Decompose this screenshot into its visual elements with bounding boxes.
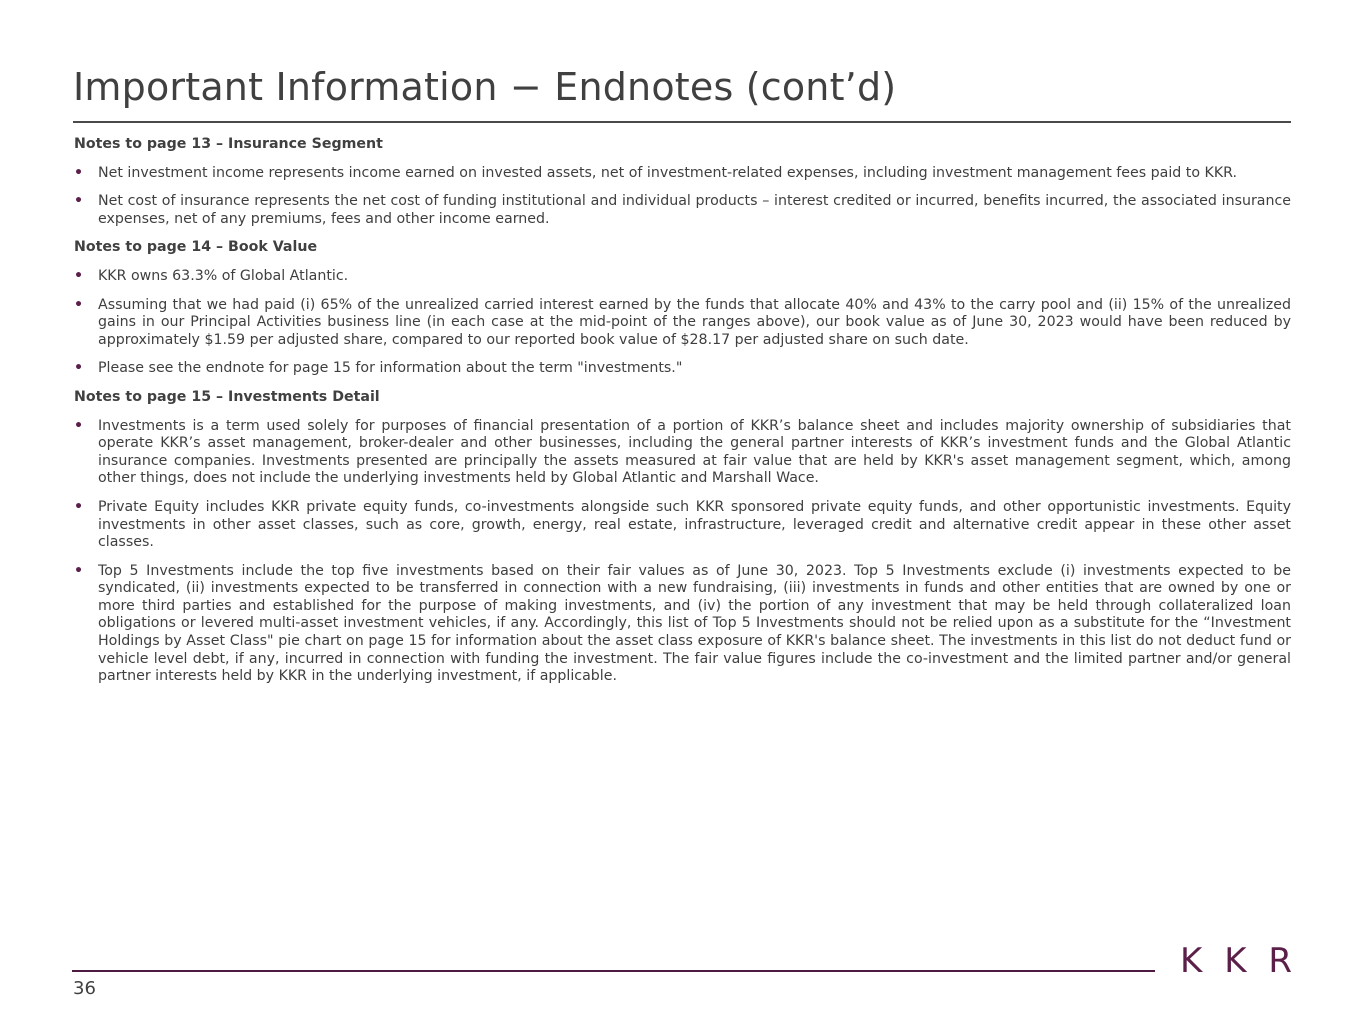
note-text: Net investment income represents income earned on invested assets, net of investment-related expenses, including investment management fees paid to KKR.	[98, 164, 1237, 181]
note-text: Top 5 Investments include the top five investments based on their fair values as of June 30, 2023. Top 5 Investments exclude (i) investments expected to be syndicated, (ii) investments expected to be transferred in connection with a new fundraising, (iii) investments in funds and other entities that are owned by one or more third parties and established for the purpose of making investments, and (iv) the portion of any investment that may be held through collateralized loan obligations or levered multi-asset investment vehicles, if any. Accordingly, this list of Top 5 Investments should not be relied upon as a substitute for the “Investment Holdings by Asset Class" pie chart on page 15 for information about the asset class exposure of KKR's balance sheet. The investments in this list do not deduct fund or vehicle level debt, if any, incurred in connection with funding the investment. The fair value figures include the co-investment and the limited partner and/or general partner interests held by KKR in the underlying investment, if applicable.	[98, 562, 1291, 685]
notes-list	[74, 418, 1291, 686]
bullet-icon: •	[74, 267, 84, 284]
notes-list	[74, 268, 1291, 378]
note-text: Assuming that we had paid (i) 65% of the unrealized carried interest earned by the funds that allocate 40% and 43% to the carry pool and (ii) 15% of the unrealized gains in our Principal Activities business line (in each case at the mid-point of the ranges above), our book value as of June 30, 2023 would have been reduced by approximately $1.59 per adjusted share, compared to our reported book value of $28.17 per adjusted share on such date.	[98, 296, 1291, 348]
bullet-icon: •	[74, 562, 84, 579]
note-text: Please see the endnote for page 15 for information about the term "investments."	[98, 360, 683, 377]
page-number: 36	[73, 978, 96, 999]
note-item	[74, 418, 1291, 488]
bullet-icon: •	[74, 296, 84, 313]
endnotes-content	[74, 136, 1291, 697]
section-heading: Notes to page 14 – Book Value	[74, 239, 318, 256]
note-text: Investments is a term used solely for purposes of financial presentation of a portion of KKR’s balance sheet and includes majority ownership of subsidiaries that operate KKR’s asset management, broker-dealer and other businesses, including the general partner interests of KKR’s investment funds and the Global Atlantic insurance companies. Investments presented are principally the assets measured at fair value that are held by KKR's asset management segment, which, among other things, does not include the underlying investments held by Global Atlantic and Marshall Wace.	[98, 417, 1291, 487]
page-title: Important Information − Endnotes (cont’d)	[73, 65, 897, 109]
note-item	[74, 360, 1291, 378]
bullet-icon: •	[74, 498, 84, 515]
section-heading: Notes to page 13 – Insurance Segment	[74, 136, 383, 152]
note-item	[74, 268, 1291, 286]
notes-list	[74, 165, 1291, 229]
title-divider	[73, 121, 1291, 123]
bullet-icon: •	[74, 360, 84, 377]
bullet-icon: •	[74, 417, 84, 434]
section-book-value	[74, 239, 1291, 378]
note-text: KKR owns 63.3% of Global Atlantic.	[98, 267, 349, 284]
section-insurance-segment	[74, 136, 1291, 228]
note-item	[74, 165, 1291, 183]
note-item	[74, 193, 1291, 228]
note-text: Net cost of insurance represents the net cost of funding institutional and individual products – interest credited or incurred, benefits incurred, the associated insurance expenses, net of any premiums, fees and other income earned.	[98, 193, 1291, 227]
logo-letter: K	[1224, 941, 1247, 981]
logo-letter: R	[1268, 941, 1292, 981]
note-item	[74, 297, 1291, 350]
note-item	[74, 563, 1291, 686]
bullet-icon: •	[74, 164, 84, 181]
footer-divider	[72, 970, 1155, 972]
logo-letter: K	[1180, 941, 1203, 981]
bullet-icon: •	[74, 193, 84, 210]
section-heading: Notes to page 15 – Investments Detail	[74, 388, 380, 405]
note-item	[74, 499, 1291, 552]
note-text: Private Equity includes KKR private equity funds, co-investments alongside such KKR sponsored private equity funds, and other opportunistic investments. Equity investments in other asset classes, such as core, growth, energy, real estate, infrastructure, leveraged credit and alternative credit appear in these other asset classes.	[98, 498, 1291, 551]
section-investments-detail	[74, 389, 1291, 686]
kkr-logo	[1180, 941, 1292, 981]
